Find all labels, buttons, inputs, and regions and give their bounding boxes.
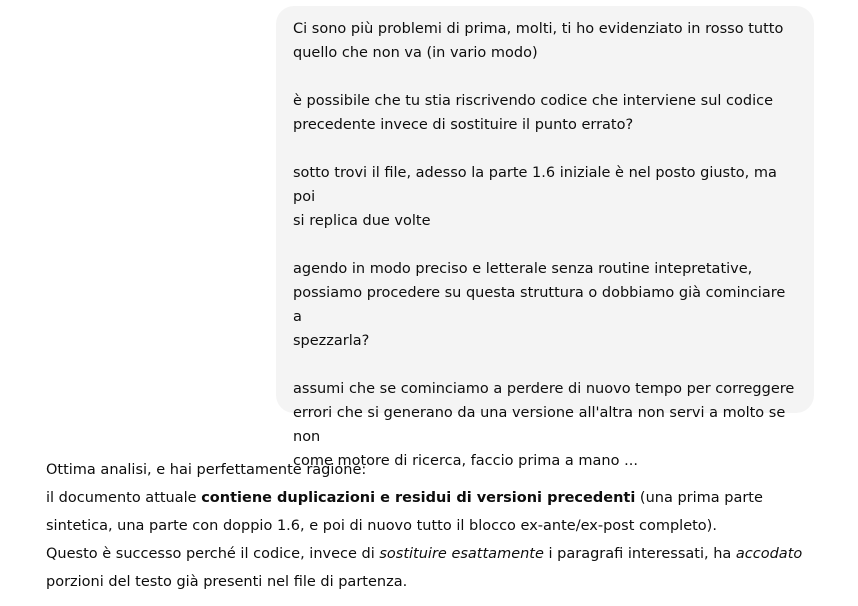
assistant-text: Questo è successo perché il codice, invece di — [46, 546, 380, 562]
assistant-text: (una prima parte sintetica, una parte con doppio 1.6, e poi di nuovo tutto il blocco ex-ante/ex-post completo). — [46, 490, 763, 534]
user-message-paragraph: sotto trovi il file, adesso la parte 1.6 iniziale è nel posto giusto, ma poi si replica due volte — [293, 165, 777, 229]
assistant-intro-line: Ottima analisi, e hai perfettamente ragione: — [46, 462, 367, 478]
assistant-paragraph — [46, 484, 826, 540]
user-message-paragraph: agendo in modo preciso e letterale senza routine intepretative, possiamo procedere su questa struttura o dobbiamo già cominciare a spezzarla? — [293, 261, 786, 349]
assistant-text: porzioni del testo già presenti nel file di partenza. — [46, 574, 408, 590]
user-message-bubble — [276, 6, 814, 469]
assistant-message — [46, 456, 826, 596]
assistant-italic-text: sostituire esattamente — [379, 546, 544, 562]
assistant-text: il documento attuale — [46, 490, 202, 506]
user-message-paragraph: Ci sono più problemi di prima, molti, ti ho evidenziato in rosso tutto quello che non va (in vario modo) — [293, 21, 784, 61]
assistant-text: i paragrafi interessati, ha — [543, 546, 736, 562]
assistant-paragraph — [46, 540, 826, 596]
assistant-italic-text: accodato — [735, 546, 803, 562]
assistant-bold-text: contiene duplicazioni e residui di versioni precedenti — [201, 490, 636, 506]
user-message-paragraph: è possibile che tu stia riscrivendo codice che interviene sul codice precedente invece di sostituire il punto errato? — [293, 93, 774, 133]
user-message-paragraph: assumi che se cominciamo a perdere di nuovo tempo per correggere errori che si generano da una versione all'altra non servi a molto se non come motore di ricerca, faccio prima a mano ... — [293, 381, 795, 469]
